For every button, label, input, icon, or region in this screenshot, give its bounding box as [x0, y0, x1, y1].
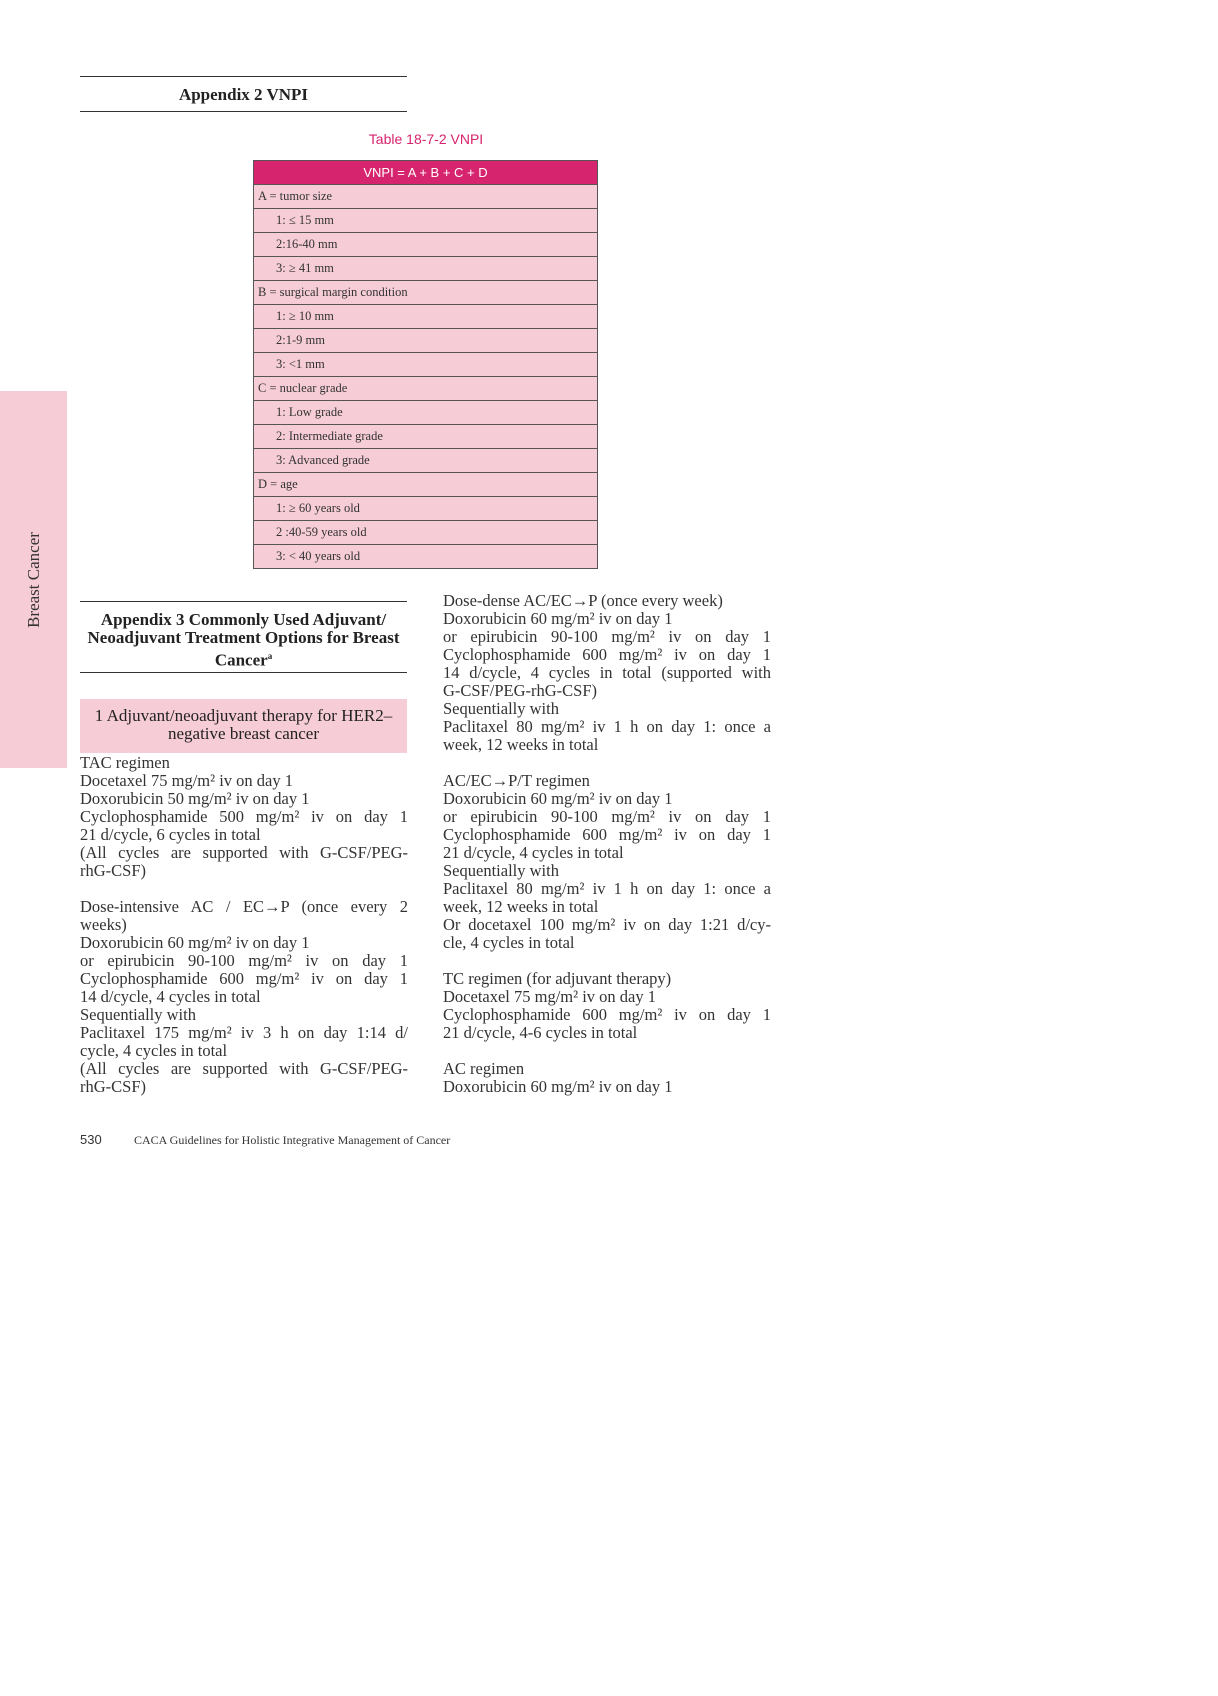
appendix3-footnote-mark: a [267, 651, 273, 661]
blank-line [443, 952, 771, 970]
text-line: rhG-CSF) [80, 861, 147, 880]
text-line: Docetaxel 75 mg/m² iv on day 1 [443, 987, 656, 1006]
table-row: 2: Intermediate grade [254, 425, 598, 449]
text-line: Cyclophosphamide 600 mg/m² iv on day 1 [443, 825, 771, 844]
table-row: B = surgical margin condition [254, 281, 598, 305]
text-line: Paclitaxel 80 mg/m² iv 1 h on day 1: once a [443, 879, 771, 898]
page-number: 530 [80, 1132, 102, 1147]
text-line: AC regimen [443, 1059, 525, 1078]
table-row: A = tumor size [254, 185, 598, 209]
appendix3-title [80, 601, 407, 673]
text-line: Doxorubicin 60 mg/m² iv on day 1 [443, 1077, 673, 1096]
text-line: weeks) [80, 915, 127, 934]
text-line: week, 12 weeks in total [443, 735, 599, 754]
blank-line [443, 754, 771, 772]
text-line: Doxorubicin 60 mg/m² iv on day 1 [443, 789, 673, 808]
text-line: Sequentially with [443, 861, 559, 880]
left-column [80, 754, 408, 1096]
text-line: G-CSF/PEG-rhG-CSF) [443, 681, 598, 700]
text-line: (All cycles are supported with G-CSF/PEG- [80, 843, 408, 862]
text-line: Paclitaxel 175 mg/m² iv 3 h on day 1:14 d/ [80, 1023, 408, 1042]
text-line: TC regimen (for adjuvant therapy) [443, 969, 672, 988]
table-row: 1: ≥ 60 years old [254, 497, 598, 521]
text-line: Sequentially with [443, 699, 559, 718]
text-line: cle, 4 cycles in total [443, 933, 575, 952]
text-line: Docetaxel 75 mg/m² iv on day 1 [80, 771, 293, 790]
text-line: Doxorubicin 60 mg/m² iv on day 1 [80, 933, 310, 952]
text-line: 21 d/cycle, 6 cycles in total [80, 825, 261, 844]
text-line: Cyclophosphamide 600 mg/m² iv on day 1 [443, 1005, 771, 1024]
blank-line [443, 1042, 771, 1060]
table-caption: Table 18-7-2 VNPI [368, 131, 484, 147]
text-line: (All cycles are supported with G-CSF/PEG- [80, 1059, 408, 1078]
journal-title: CACA Guidelines for Holistic Integrative Management of Cancer [134, 1133, 451, 1147]
table-row: 3: <1 mm [254, 353, 598, 377]
text-line: Cyclophosphamide 600 mg/m² iv on day 1 [443, 645, 771, 664]
text-line: or epirubicin 90-100 mg/m² iv on day 1 [80, 951, 408, 970]
table-row: 3: < 40 years old [254, 545, 598, 569]
table-row: 1: ≤ 15 mm [254, 209, 598, 233]
text-line: Sequentially with [80, 1005, 196, 1024]
table-row: 2:1-9 mm [254, 329, 598, 353]
text-line: week, 12 weeks in total [443, 897, 599, 916]
text-line: rhG-CSF) [80, 1077, 147, 1096]
table-row: 2:16-40 mm [254, 233, 598, 257]
text-line: Cyclophosphamide 600 mg/m² iv on day 1 [80, 969, 408, 988]
table-row: 1: Low grade [254, 401, 598, 425]
blank-line [80, 880, 408, 898]
text-line: Dose-dense AC/EC→P (once every week) [443, 591, 723, 610]
section1-heading: 1 Adjuvant/neoadjuvant therapy for HER2–negative breast cancer [80, 699, 407, 753]
table-row: 1: ≥ 10 mm [254, 305, 598, 329]
text-line: TAC regimen [80, 753, 170, 772]
text-line: Or docetaxel 100 mg/m² iv on day 1:21 d/cy- [443, 915, 771, 934]
table-row: C = nuclear grade [254, 377, 598, 401]
text-line: 21 d/cycle, 4-6 cycles in total [443, 1023, 638, 1042]
text-line: 14 d/cycle, 4 cycles in total [80, 987, 261, 1006]
text-line: Cyclophosphamide 500 mg/m² iv on day 1 [80, 807, 408, 826]
table-row: 3: ≥ 41 mm [254, 257, 598, 281]
text-line: 21 d/cycle, 4 cycles in total [443, 843, 624, 862]
table-header: VNPI = A + B + C + D [254, 161, 598, 185]
table-row: D = age [254, 473, 598, 497]
side-tab-label: Breast Cancer [23, 531, 43, 628]
text-line: 14 d/cycle, 4 cycles in total (supported with [443, 663, 771, 682]
text-line: or epirubicin 90-100 mg/m² iv on day 1 [443, 627, 771, 646]
appendix2-title: Appendix 2 VNPI [80, 76, 407, 112]
side-tab [0, 391, 67, 768]
text-line: Paclitaxel 80 mg/m² iv 1 h on day 1: once a [443, 717, 771, 736]
table-row: 2 :40-59 years old [254, 521, 598, 545]
text-line: Doxorubicin 50 mg/m² iv on day 1 [80, 789, 310, 808]
text-line: Doxorubicin 60 mg/m² iv on day 1 [443, 609, 673, 628]
right-column [443, 592, 771, 1096]
table-row: 3: Advanced grade [254, 449, 598, 473]
text-line: AC/EC→P/T regimen [443, 771, 590, 790]
text-line: Dose-intensive AC / EC→P (once every 2 [80, 897, 408, 916]
text-line: or epirubicin 90-100 mg/m² iv on day 1 [443, 807, 771, 826]
text-line: cycle, 4 cycles in total [80, 1041, 228, 1060]
vnpi-table [253, 160, 598, 569]
appendix3-title-text: Appendix 3 Commonly Used Adjuvant/ Neoadjuvant Treatment Options for Breast Cancer [87, 610, 400, 670]
footer [80, 1132, 450, 1148]
